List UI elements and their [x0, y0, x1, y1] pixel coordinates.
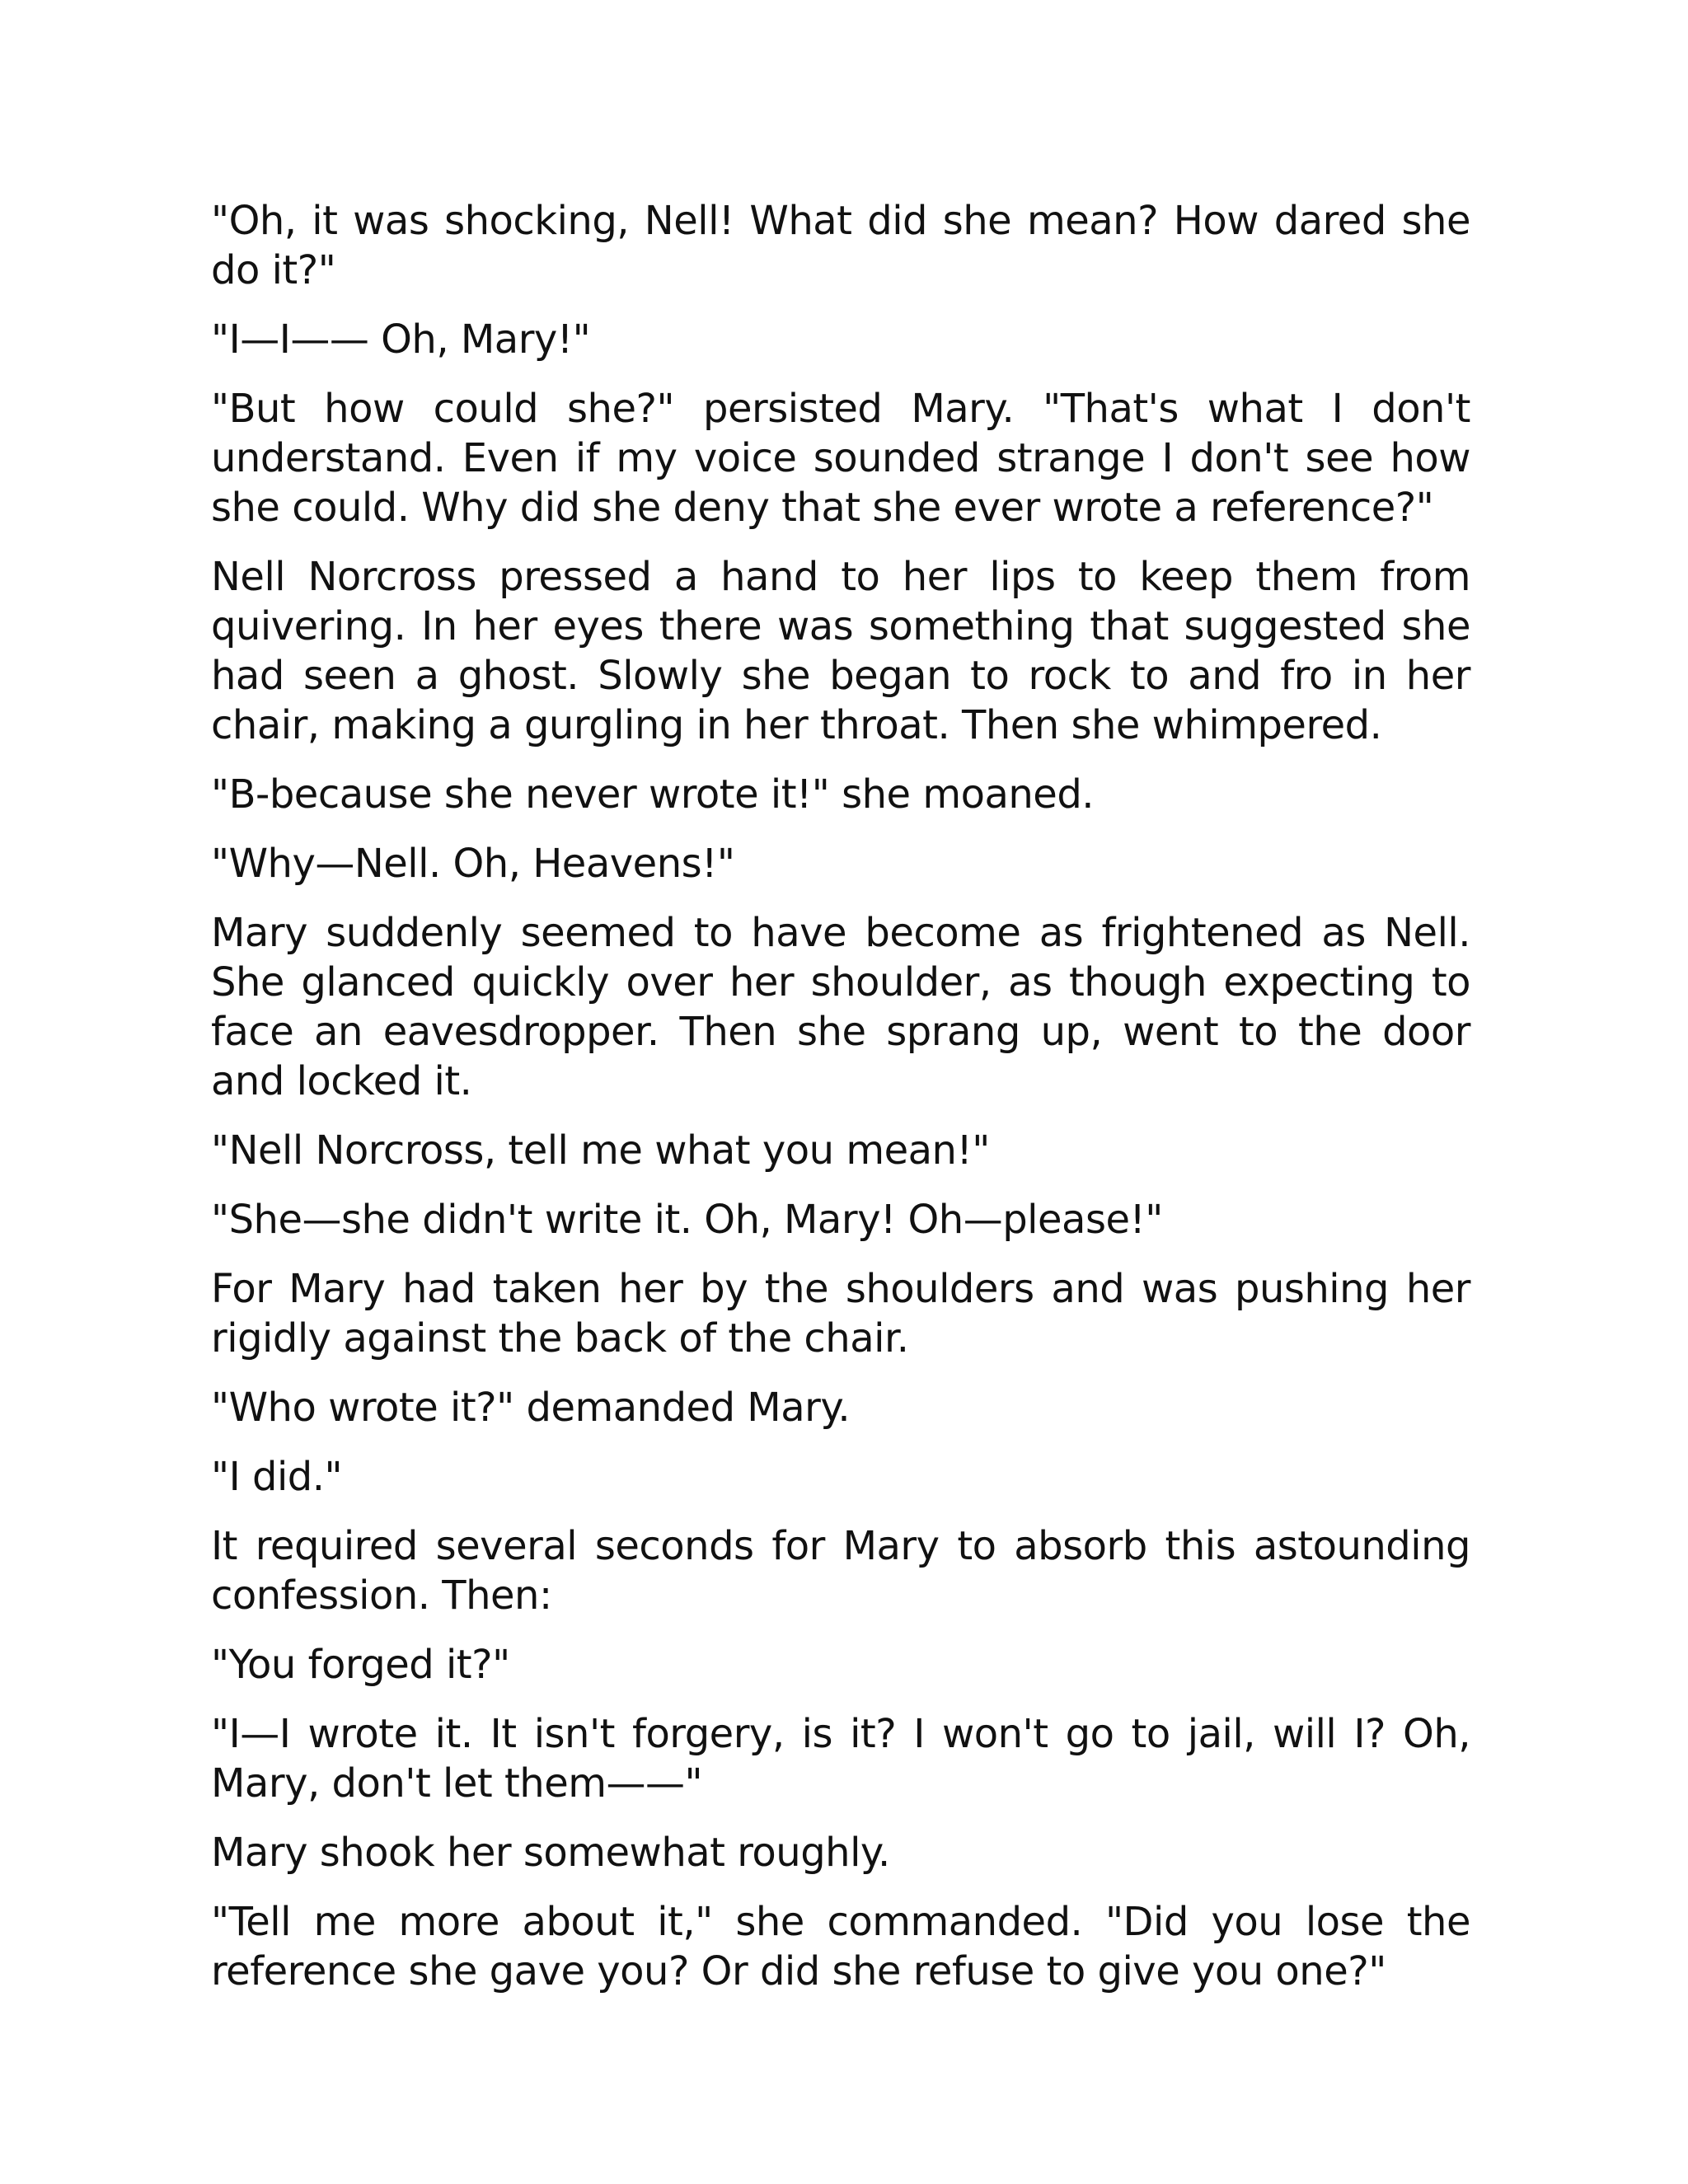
- paragraph-14: "You forged it?": [211, 1642, 510, 1688]
- paragraph-3: "But how could she?" persisted Mary. "That's what I don't understand. Even if my voice sounded strange I don't see how she could. Why did she deny that she ever wrote a reference?": [211, 386, 1470, 531]
- paragraph-11: "Who wrote it?" demanded Mary.: [211, 1385, 851, 1431]
- paragraph-4: Nell Norcross pressed a hand to her lips to keep them from quivering. In her eyes there was something that suggested she had seen a ghost. Slowly she began to rock to and fro in her chair, making a gurgling in her throat. Then she whimpered.: [211, 554, 1470, 748]
- paragraph-12: "I did.": [211, 1454, 343, 1500]
- paragraph-2: "I—I—— Oh, Mary!": [211, 316, 591, 363]
- document-page: [211, 196, 1470, 2016]
- paragraph-5: "B-because she never wrote it!" she moaned.: [211, 771, 1095, 818]
- paragraph-13: It required several seconds for Mary to absorb this astounding confession. Then:: [211, 1523, 1470, 1619]
- paragraph-16: Mary shook her somewhat roughly.: [211, 1830, 890, 1876]
- paragraph-6: "Why—Nell. Oh, Heavens!": [211, 841, 735, 887]
- paragraph-7: Mary suddenly seemed to have become as frightened as Nell. She glanced quickly over her shoulder, as though expecting to face an eavesdropper. Then she sprang up, went to the door and locked it.: [211, 910, 1470, 1104]
- paragraph-17: "Tell me more about it," she commanded. "Did you lose the reference she gave you? Or did she refuse to give you one?": [211, 1899, 1470, 1994]
- paragraph-10: For Mary had taken her by the shoulders and was pushing her rigidly against the back of the chair.: [211, 1266, 1470, 1361]
- paragraph-1: "Oh, it was shocking, Nell! What did she mean? How dared she do it?": [211, 198, 1470, 293]
- paragraph-15: "I—I wrote it. It isn't forgery, is it? I won't go to jail, will I? Oh, Mary, don't let them——": [211, 1711, 1470, 1807]
- paragraph-9: "She—she didn't write it. Oh, Mary! Oh—please!": [211, 1197, 1163, 1243]
- paragraph-8: "Nell Norcross, tell me what you mean!": [211, 1127, 990, 1174]
